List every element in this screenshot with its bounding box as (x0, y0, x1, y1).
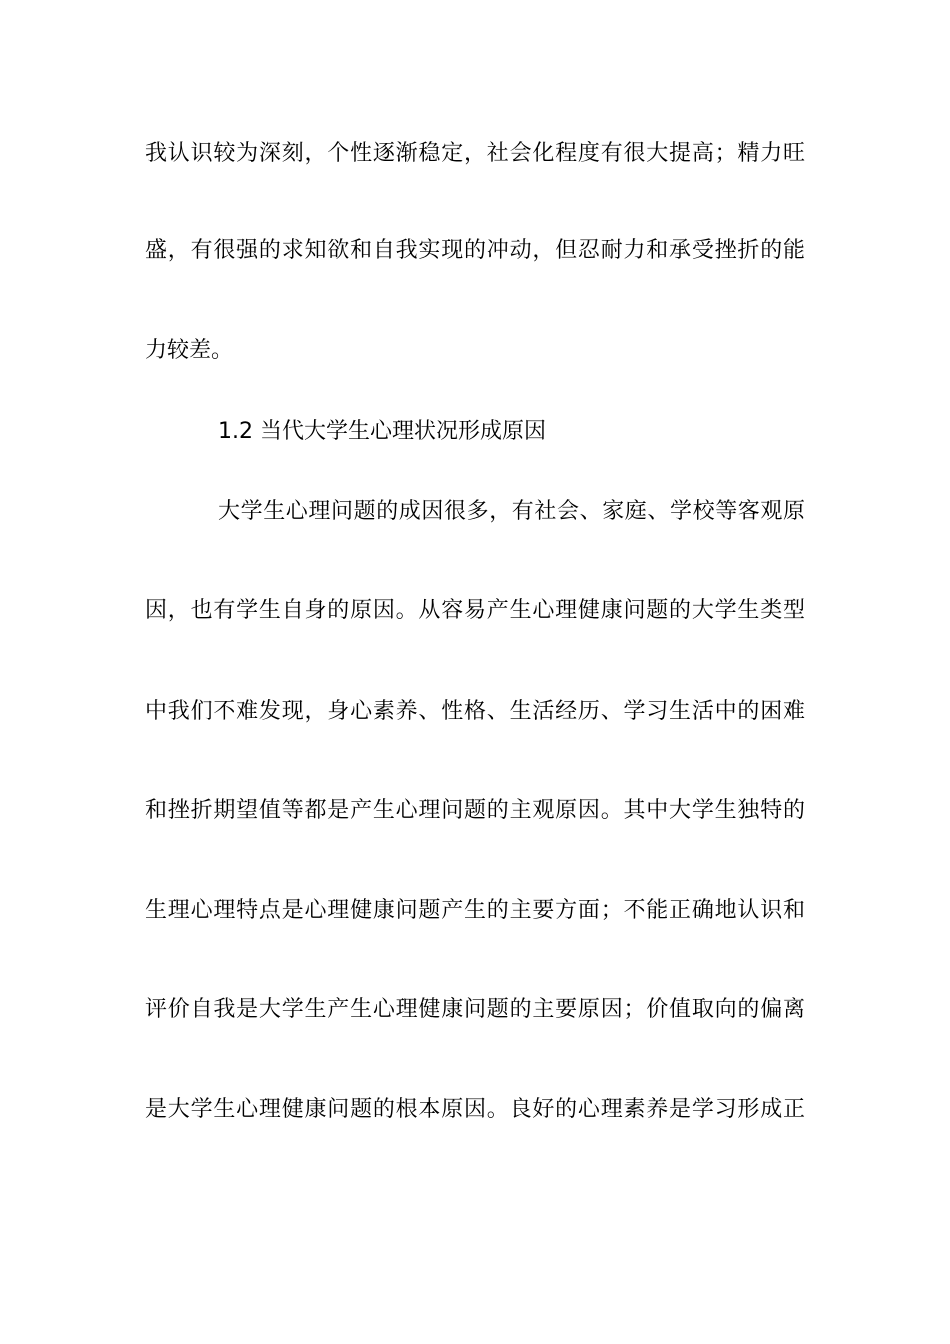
paragraph-line: 中我们不难发现，身心素养、性格、生活经历、学习生活中的困难 (145, 699, 805, 724)
paragraph-line: 大学生心理问题的成因很多，有社会、家庭、学校等客观原 (218, 499, 805, 524)
paragraph-line: 评价自我是大学生产生心理健康问题的主要原因；价值取向的偏离 (145, 997, 805, 1022)
paragraph-line: 盛，有很强的求知欲和自我实现的冲动，但忍耐力和承受挫折的能 (145, 238, 805, 263)
paragraph-line: 因，也有学生自身的原因。从容易产生心理健康问题的大学生类型 (145, 598, 805, 623)
paragraph-line: 是大学生心理健康问题的根本原因。良好的心理素养是学习形成正 (145, 1097, 805, 1122)
paragraph-line: 力较差。 (145, 338, 234, 363)
section-heading: 1.2 当代大学生心理状况形成原因 (218, 419, 546, 444)
paragraph-line: 我认识较为深刻，个性逐渐稳定，社会化程度有很大提高；精力旺 (145, 141, 805, 166)
paragraph-line: 生理心理特点是心理健康问题产生的主要方面；不能正确地认识和 (145, 898, 805, 923)
paragraph-line: 和挫折期望值等都是产生心理问题的主观原因。其中大学生独特的 (145, 798, 805, 823)
